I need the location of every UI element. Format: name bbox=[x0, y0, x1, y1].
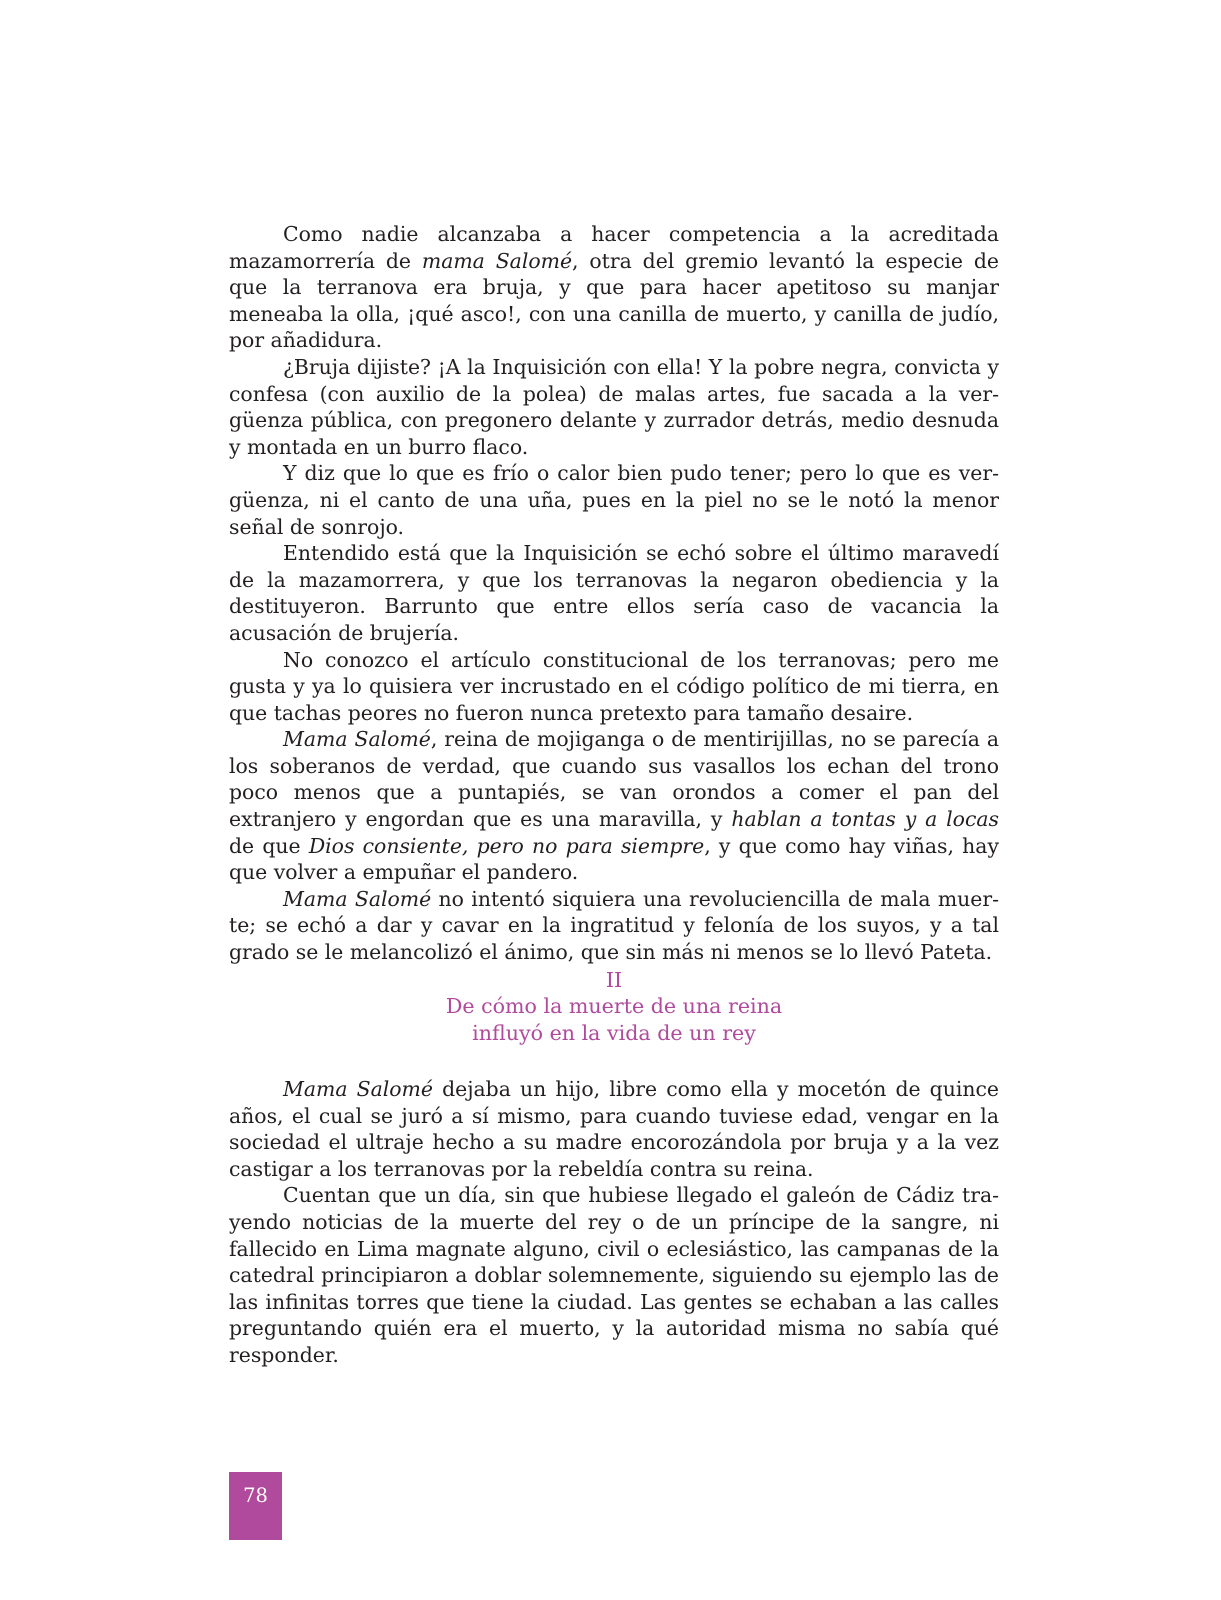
paragraph-9: Cuentan que un día, sin que hubiese llegado el galeón de Cádiz trayendo noticias de la muerte del rey o de un príncipe de la sangre, ni fallecido en Lima magnate alguno, civil o eclesiástico, las campanas de la catedral principiaron a doblar solemnemente, siguiendo su ejemplo las de las infinitas torres que tiene la ciudad. Las gentes se echaban a las calles preguntando quién era el muerto, y la autoridad misma no sabía qué responder. bbox=[229, 1183, 999, 1367]
main-text-block bbox=[229, 221, 999, 966]
page-number-tab bbox=[229, 1472, 282, 1540]
paragraph-6: Mama Salomé, reina de mojiganga o de mentirijillas, no se parecía a los soberanos de verdad, que cuando sus vasallos los echan del trono poco menos que a puntapiés, se van orondos a comer el pan del extranjero y engordan que es una maravilla, y hablan a tontas y a locas de que Dios consiente, pero no para siempre, y que como hay viñas, hay que volver a empuñar el pandero. bbox=[229, 727, 1000, 885]
paragraph-3: Y diz que lo que es frío o calor bien pudo tener; pero lo que es vergüenza, ni el canto de una uña, pues en la piel no se le notó la menor señal de sonrojo. bbox=[229, 461, 999, 539]
section-title-line-1: De cómo la muerte de una reina bbox=[445, 994, 783, 1019]
section-numeral: II bbox=[605, 968, 623, 992]
page-number: 78 bbox=[243, 1484, 268, 1507]
paragraph-5: No conozco el artículo constitucional de los terranovas; pero me gusta y ya lo quisiera ver incrustado en el código político de mi tierra, en que tachas peores no fueron nunca pretexto para tamaño desaire. bbox=[229, 647, 999, 725]
section-text-block bbox=[229, 1076, 999, 1369]
paragraph-7: Mama Salomé no intentó siquiera una revoluciencilla de mala muerte; se echó a dar y cavar en la ingratitud y felonía de los suyos, y a tal grado se le melancolizó el ánimo, que sin más ni menos se lo llevó Pateta. bbox=[229, 886, 999, 965]
section-title-line-2: influyó en la vida de un rey bbox=[472, 1020, 756, 1045]
section-heading bbox=[229, 967, 999, 1046]
paragraph-4: Entendido está que la Inquisición se echó sobre el último maravedí de la mazamorrera, y que los terranovas la negaron obediencia y la destituyeron. Barrunto que entre ellos sería caso de vacancia la acusación de brujería. bbox=[229, 541, 999, 645]
paragraph-8: Mama Salomé dejaba un hijo, libre como ella y mocetón de quince años, el cual se juró a sí mismo, para cuando tuviese edad, vengar en la sociedad el ultraje hecho a su madre encorozándola por bruja y a la vez castigar a los terranovas por la rebeldía contra su reina. bbox=[229, 1077, 999, 1181]
paragraph-2: ¿Bruja dijiste? ¡A la Inquisición con ella! Y la pobre negra, convicta y confesa (con auxilio de la polea) de malas artes, fue sacada a la vergüenza pública, con pregonero delante y zurrador detrás, medio desnuda y montada en un burro flaco. bbox=[229, 354, 999, 459]
paragraph-1: Como nadie alcanzaba a hacer competencia a la acreditada mazamorrería de mama Salomé, otra del gremio levantó la especie de que la terranova era bruja, y que para hacer apetitoso su manjar meneaba la olla, ¡qué asco!, con una canilla de muerto, y canilla de judío, por añadidura. bbox=[229, 222, 999, 353]
